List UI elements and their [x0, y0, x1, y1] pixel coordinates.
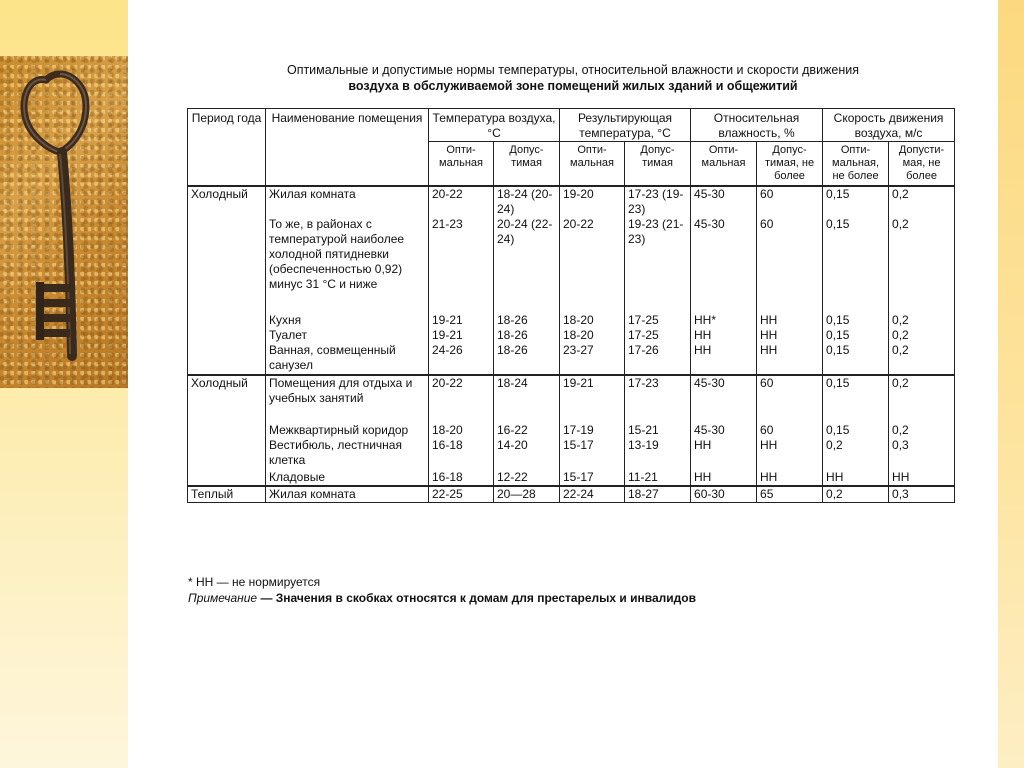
cell-s-opt: 0,15 [823, 375, 889, 423]
cell-t-opt: 19-21 [429, 313, 494, 328]
cell-s-dop: НН [889, 470, 955, 486]
cell-t-opt: 19-21 [429, 328, 494, 343]
cell-s-opt: НН [823, 470, 889, 486]
cell-r-dop: 17-23 [625, 375, 691, 423]
cell-s-dop: 0,3 [889, 486, 955, 503]
table-row [188, 438, 955, 470]
table-row [188, 423, 955, 438]
cell-h-opt: НН [691, 343, 757, 375]
cell-r-dop: 17-25 [625, 328, 691, 343]
sub-result-optimal: Опти-мальная [560, 142, 625, 187]
cell-room: Жилая комната [266, 186, 429, 217]
cell-s-opt: 0,2 [823, 438, 889, 470]
cell-s-dop: 0,2 [889, 313, 955, 328]
col-air-temp: Температура воздуха, °С [429, 109, 560, 142]
sub-air-allowed: Допус-тимая [494, 142, 560, 187]
title-line-1: Оптимальные и допустимые нормы температуры, относительной влажности и скорости движения [286, 63, 860, 77]
col-humidity: Относительная влажность, % [691, 109, 823, 142]
cell-period [188, 313, 266, 328]
cell-h-opt: НН [691, 470, 757, 486]
table-row [188, 375, 955, 423]
cell-room: То же, в районах с температурой наиболее холодной пятидневки (обеспеченностью 0,92) минус 31 °С и ниже [266, 217, 429, 313]
cell-t-opt: 20-22 [429, 375, 494, 423]
cell-t-dop: 18-26 [494, 343, 560, 375]
note-text: — Значения в скобках относятся к домам для престарелых и инвалидов [257, 591, 696, 605]
cell-t-opt: 16-18 [429, 438, 494, 470]
cell-h-dop: НН [757, 343, 823, 375]
cell-h-opt: 45-30 [691, 186, 757, 217]
cell-r-dop: 17-25 [625, 313, 691, 328]
cell-s-dop: 0,2 [889, 343, 955, 375]
cell-r-opt: 18-20 [560, 328, 625, 343]
header-row [188, 109, 955, 142]
sub-speed-optimal: Опти-мальная, не более [823, 142, 889, 187]
cell-t-dop: 18-26 [494, 328, 560, 343]
cell-r-dop: 17-23 (19-23) [625, 186, 691, 217]
table-row [188, 470, 955, 486]
cell-room: Ванная, совмещенный санузел [266, 343, 429, 375]
cell-room: Кухня [266, 313, 429, 328]
cell-t-opt: 24-26 [429, 343, 494, 375]
cell-period [188, 343, 266, 375]
key-icon [0, 56, 128, 388]
cell-t-opt: 22-25 [429, 486, 494, 503]
cell-period [188, 438, 266, 470]
cell-h-opt: НН [691, 438, 757, 470]
table-row [188, 217, 955, 313]
table-row [188, 486, 955, 503]
title-line-2: воздуха в обслуживаемой зоне помещений жилых зданий и общежитий [348, 79, 798, 93]
cell-h-dop: НН [757, 313, 823, 328]
cell-t-dop: 20—28 [494, 486, 560, 503]
col-result-temp: Результирующая температура, °С [560, 109, 691, 142]
cell-r-dop: 18-27 [625, 486, 691, 503]
cell-s-dop: 0,2 [889, 186, 955, 217]
cell-h-dop: 60 [757, 375, 823, 423]
table-footer [188, 574, 696, 606]
table-body [188, 186, 955, 503]
cell-h-opt: НН* [691, 313, 757, 328]
cell-room: Туалет [266, 328, 429, 343]
cell-period: Теплый [188, 486, 266, 503]
sub-speed-allowed: Допусти-мая, не более [889, 142, 955, 187]
cell-r-opt: 18-20 [560, 313, 625, 328]
footnote: * НН — не нормируется [188, 575, 321, 589]
cell-s-dop: 0,2 [889, 217, 955, 313]
cell-h-dop: НН [757, 470, 823, 486]
cell-t-dop: 18-26 [494, 313, 560, 328]
cell-r-opt: 20-22 [560, 217, 625, 313]
cell-room: Вестибюль, лестничная клетка [266, 438, 429, 470]
cell-r-opt: 15-17 [560, 470, 625, 486]
col-speed: Скорость движения воздуха, м/с [823, 109, 955, 142]
cell-s-dop: 0,3 [889, 438, 955, 470]
cell-t-opt: 18-20 [429, 423, 494, 438]
sub-air-optimal: Опти-мальная [429, 142, 494, 187]
cell-s-opt: 0,15 [823, 328, 889, 343]
col-room: Наименование помещения [266, 109, 429, 187]
cell-s-opt: 0,15 [823, 343, 889, 375]
cell-r-opt: 19-20 [560, 186, 625, 217]
cell-t-dop: 18-24 (20-24) [494, 186, 560, 217]
cell-room: Жилая комната [266, 486, 429, 503]
table-row [188, 186, 955, 217]
cell-r-dop: 11-21 [625, 470, 691, 486]
table-row [188, 343, 955, 375]
table-row [188, 313, 955, 328]
norms-table [187, 108, 955, 503]
cell-r-dop: 17-26 [625, 343, 691, 375]
cell-h-opt: 45-30 [691, 217, 757, 313]
cell-h-opt: 45-30 [691, 375, 757, 423]
note-label: Примечание [188, 591, 258, 605]
cell-period [188, 328, 266, 343]
cell-period [188, 217, 266, 313]
cell-h-dop: 65 [757, 486, 823, 503]
cell-h-opt: 60-30 [691, 486, 757, 503]
cell-r-opt: 22-24 [560, 486, 625, 503]
cell-r-dop: 13-19 [625, 438, 691, 470]
cell-h-dop: 60 [757, 186, 823, 217]
cell-room: Помещения для отдыха и учебных занятий [266, 375, 429, 423]
cell-s-dop: 0,2 [889, 328, 955, 343]
cell-s-dop: 0,2 [889, 423, 955, 438]
cell-t-dop: 18-24 [494, 375, 560, 423]
cell-r-opt: 15-17 [560, 438, 625, 470]
cell-r-dop: 15-21 [625, 423, 691, 438]
cell-period [188, 470, 266, 486]
cell-t-dop: 16-22 [494, 423, 560, 438]
cell-h-opt: НН [691, 328, 757, 343]
cell-r-dop: 19-23 (21-23) [625, 217, 691, 313]
cell-t-opt: 20-22 [429, 186, 494, 217]
cell-h-opt: 45-30 [691, 423, 757, 438]
cell-s-opt: 0,2 [823, 486, 889, 503]
col-period: Период года [188, 109, 266, 187]
cell-s-opt: 0,15 [823, 313, 889, 328]
right-decorative-band [998, 0, 1024, 768]
cell-r-opt: 23-27 [560, 343, 625, 375]
cell-t-opt: 21-23 [429, 217, 494, 313]
key-photo [0, 56, 128, 388]
cell-period [188, 423, 266, 438]
table-row [188, 328, 955, 343]
cell-h-dop: 60 [757, 423, 823, 438]
sub-result-allowed: Допус-тимая [625, 142, 691, 187]
cell-h-dop: 60 [757, 217, 823, 313]
cell-r-opt: 17-19 [560, 423, 625, 438]
cell-t-dop: 20-24 (22-24) [494, 217, 560, 313]
cell-t-dop: 14-20 [494, 438, 560, 470]
cell-s-opt: 0,15 [823, 217, 889, 313]
page-title [190, 62, 956, 94]
cell-t-dop: 12-22 [494, 470, 560, 486]
note [188, 590, 696, 606]
cell-r-opt: 19-21 [560, 375, 625, 423]
cell-period: Холодный [188, 186, 266, 217]
cell-h-dop: НН [757, 328, 823, 343]
cell-s-opt: 0,15 [823, 186, 889, 217]
sub-humidity-optimal: Опти-мальная [691, 142, 757, 187]
cell-t-opt: 16-18 [429, 470, 494, 486]
sub-humidity-allowed: Допус-тимая, не более [757, 142, 823, 187]
cell-h-dop: НН [757, 438, 823, 470]
cell-room: Кладовые [266, 470, 429, 486]
cell-s-dop: 0,2 [889, 375, 955, 423]
cell-room: Межквартирный коридор [266, 423, 429, 438]
cell-s-opt: 0,15 [823, 423, 889, 438]
cell-period: Холодный [188, 375, 266, 423]
